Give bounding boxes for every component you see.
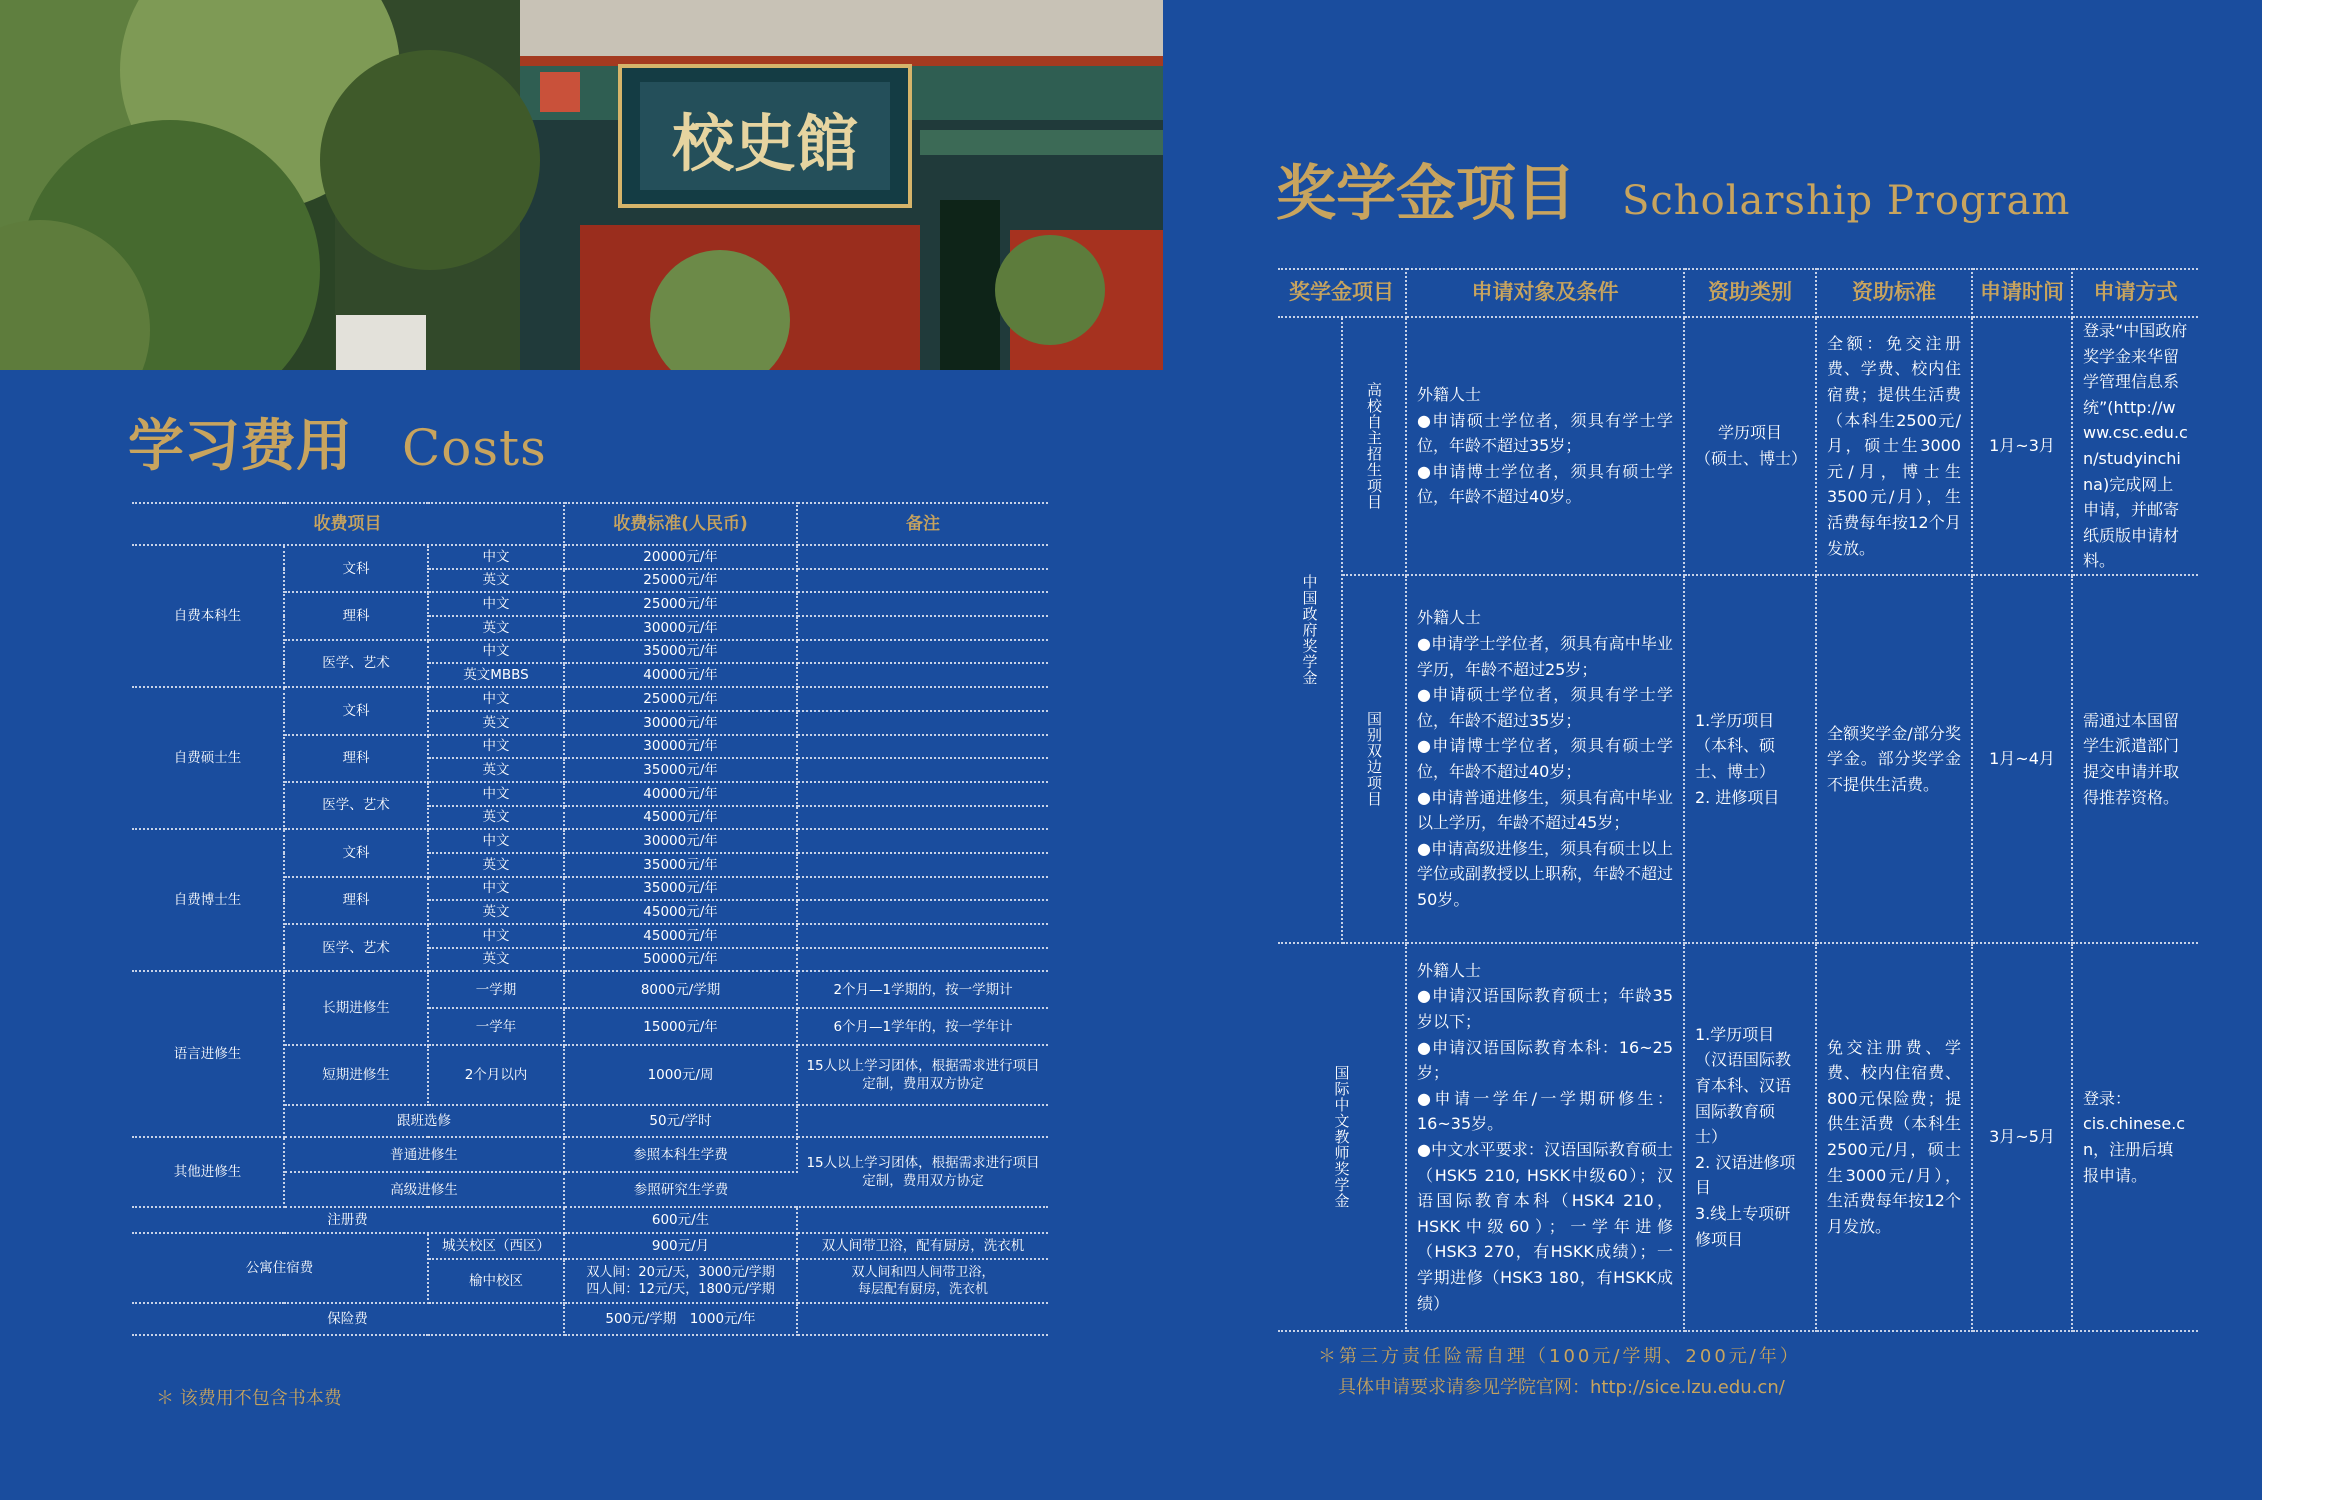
short-term-note: 15人以上学习团体，根据需求进行项目定制，费用双方协定 [797, 1045, 1048, 1105]
costs-header-note: 备注 [797, 503, 1048, 545]
program-standard: 全额：免交注册费、学费、校内住宿费；提供生活费（本科生2500元/月，硕士生3000元/月，博士生3500元/月），生活费每年按12个月发放。 [1816, 317, 1972, 575]
program-method: 登录“中国政府奖学金来华留学管理信息系统”(http://www.csc.edu.cn/studyinchina)完成网上申请，并邮寄纸质版申请材料。 [2072, 317, 2198, 575]
row-category: 自费本科生 [132, 545, 284, 687]
program-name: 国际中文教师奖学金 [1278, 943, 1406, 1331]
header-conditions: 申请对象及条件 [1406, 269, 1684, 317]
history-hall-illustration [0, 0, 1163, 370]
row-note [797, 616, 1048, 640]
table-row [1278, 317, 2198, 575]
row-subcategory: 医学、艺术 [284, 924, 428, 971]
program-time: 3月~5月 [1972, 943, 2072, 1331]
header-time: 申请时间 [1972, 269, 2072, 317]
other-category: 其他进修生 [132, 1137, 284, 1207]
header-standard: 资助标准 [1816, 269, 1972, 317]
table-row [132, 1207, 1048, 1233]
table-row [132, 687, 1048, 711]
row-fee: 30000元/年 [564, 616, 797, 640]
other-label: 普通进修生 [284, 1137, 564, 1172]
program-conditions: 外籍人士 ●申请硕士学位者，须具有学士学位，年龄不超过35岁； ●申请博士学位者，须具有硕士学位，年龄不超过40岁。 [1406, 317, 1684, 575]
header-type: 资助类别 [1684, 269, 1816, 317]
table-row [132, 545, 1048, 569]
scholarship-header-row [1278, 269, 2198, 317]
row-language: 英文 [428, 711, 564, 735]
header-program: 奖学金项目 [1278, 269, 1406, 317]
row-language: 英文 [428, 948, 564, 972]
dorm-fee: 900元/月 [564, 1233, 797, 1259]
scholarship-table [1278, 268, 2198, 1332]
program-name: 国别双边项目 [1342, 575, 1406, 943]
row-note [797, 640, 1048, 664]
program-conditions: 外籍人士 ●申请汉语国际教育硕士；年龄35岁以下； ●申请汉语国际教育本科：16~25岁； ●申请一学年/一学期研修生：16~35岁。 ●中文水平要求：汉语国际教育硕士（HSK5 210, HSKK中级60）；汉语国际教育本科（HSK4 210，HSKK中级60）；一学年进修（HSK3 270，有HSKK成绩）；一学期进修（HSK3 180，有HSKK成绩） [1406, 943, 1684, 1331]
row-subcategory: 理科 [284, 735, 428, 782]
header-method: 申请方式 [2072, 269, 2198, 317]
costs-table [132, 502, 1048, 1336]
row-subcategory: 医学、艺术 [284, 782, 428, 829]
row-fee: 35000元/年 [564, 853, 797, 877]
row-language: 中文 [428, 735, 564, 759]
row-fee: 25000元/年 [564, 687, 797, 711]
dorm-label: 公寓住宿费 [132, 1233, 428, 1303]
long-term-fee: 8000元/学期 [564, 971, 797, 1008]
long-term-fee: 15000元/年 [564, 1008, 797, 1045]
program-time: 1月~3月 [1972, 317, 2072, 575]
costs-heading [128, 402, 547, 482]
costs-footnote: ＊ 该费用不包含书本费 [156, 1388, 342, 1409]
scholarship-title-cn: 奖学金项目 [1276, 159, 1576, 229]
costs-header-item: 收费项目 [132, 503, 564, 545]
program-conditions: 外籍人士 ●申请学士学位者，须具有高中毕业学历，年龄不超过25岁； ●申请硕士学位者，须具有学士学位，年龄不超过35岁； ●申请博士学位者，须具有硕士学位，年龄不超过40岁； ●申请普通进修生，须具有高中毕业以上学历，年龄不超过45岁； ●申请高级进修生，须具有硕士以上学位或副教授以上职称，年龄不超过50岁。 [1406, 575, 1684, 943]
program-type: 1.学历项目 （本科、硕士、博士） 2. 进修项目 [1684, 575, 1816, 943]
row-language: 英文 [428, 758, 564, 782]
costs-body [132, 545, 1048, 1335]
other-fee: 参照本科生学费 [564, 1137, 797, 1172]
costs-title-cn: 学习费用 [128, 414, 352, 479]
dorm-fee: 双人间：20元/天，3000元/学期 四人间：12元/天，1800元/学期 [564, 1259, 797, 1303]
row-note [797, 924, 1048, 948]
long-term-note: 6个月—1学年的，按一学年计 [797, 1008, 1048, 1045]
row-subcategory: 文科 [284, 687, 428, 734]
row-category: 自费硕士生 [132, 687, 284, 829]
table-row [132, 829, 1048, 853]
row-subcategory: 理科 [284, 877, 428, 924]
row-fee: 45000元/年 [564, 806, 797, 830]
program-method: 登录： cis.chinese.cn，注册后填报申请。 [2072, 943, 2198, 1331]
scholarship-note-insurance: ＊第三方责任险需自理（100元/学期、200元/年） [1318, 1346, 1801, 1367]
dorm-campus: 城关校区（西区） [428, 1233, 564, 1259]
row-language: 中文 [428, 877, 564, 901]
row-note [797, 569, 1048, 593]
program-standard: 免交注册费、学费、校内住宿费、800元保险费；提供生活费（本科生2500元/月，硕士生3000元/月），生活费每年按12个月发放。 [1816, 943, 1972, 1331]
row-subcategory: 文科 [284, 829, 428, 876]
row-note [797, 545, 1048, 569]
program-type: 学历项目 （硕士、博士） [1684, 317, 1816, 575]
row-fee: 35000元/年 [564, 758, 797, 782]
row-fee: 35000元/年 [564, 877, 797, 901]
short-term-term: 2个月以内 [428, 1045, 564, 1105]
row-fee: 40000元/年 [564, 663, 797, 687]
row-language: 英文 [428, 616, 564, 640]
registration-fee: 600元/生 [564, 1207, 797, 1233]
table-row [1278, 575, 2198, 943]
row-fee: 30000元/年 [564, 735, 797, 759]
row-note [797, 782, 1048, 806]
row-language: 中文 [428, 782, 564, 806]
row-note [797, 948, 1048, 972]
costs-header-fee: 收费标准(人民币) [564, 503, 797, 545]
dorm-campus: 榆中校区 [428, 1259, 564, 1303]
program-type: 1.学历项目 （汉语国际教育本科、汉语国际教育硕士） 2. 汉语进修项目 3.线上专项研修项目 [1684, 943, 1816, 1331]
row-category: 自费博士生 [132, 829, 284, 971]
row-fee: 45000元/年 [564, 924, 797, 948]
row-fee: 20000元/年 [564, 545, 797, 569]
row-note [797, 663, 1048, 687]
long-term-label: 长期进修生 [284, 971, 428, 1045]
row-note [797, 900, 1048, 924]
row-note [797, 806, 1048, 830]
insurance-label: 保险费 [132, 1303, 564, 1335]
row-note [797, 853, 1048, 877]
row-fee: 30000元/年 [564, 829, 797, 853]
program-name: 高校自主招生项目 [1342, 317, 1406, 575]
row-fee: 30000元/年 [564, 711, 797, 735]
scholarship-title-en: Scholarship Program [1622, 178, 2071, 224]
row-fee: 35000元/年 [564, 640, 797, 664]
program-standard: 全额奖学金/部分奖学金。部分奖学金不提供生活费。 [1816, 575, 1972, 943]
registration-label: 注册费 [132, 1207, 564, 1233]
costs-title-en: Costs [402, 419, 547, 477]
dorm-note: 双人间带卫浴，配有厨房，洗衣机 [797, 1233, 1048, 1259]
row-subcategory: 医学、艺术 [284, 640, 428, 687]
row-language: 英文 [428, 569, 564, 593]
row-language: 英文 [428, 853, 564, 877]
row-note [797, 758, 1048, 782]
elective-note [797, 1105, 1048, 1137]
row-note [797, 592, 1048, 616]
table-row [1278, 943, 2198, 1331]
registration-note [797, 1207, 1048, 1233]
row-note [797, 735, 1048, 759]
plaque-text: 校史館 [671, 107, 859, 180]
row-fee: 45000元/年 [564, 900, 797, 924]
insurance-fee: 500元/学期 1000元/年 [564, 1303, 797, 1335]
language-category: 语言进修生 [132, 971, 284, 1137]
program-method: 需通过本国留学生派遣部门提交申请并取得推荐资格。 [2072, 575, 2198, 943]
row-subcategory: 理科 [284, 592, 428, 639]
short-term-label: 短期进修生 [284, 1045, 428, 1105]
row-language: 中文 [428, 687, 564, 711]
long-term-term: 一学年 [428, 1008, 564, 1045]
table-row [132, 1233, 1048, 1259]
row-language: 中文 [428, 545, 564, 569]
table-row [132, 1137, 1048, 1172]
row-language: 英文 [428, 806, 564, 830]
dorm-note: 双人间和四人间带卫浴， 每层配有厨房，洗衣机 [797, 1259, 1048, 1303]
page-margin [2262, 0, 2328, 1500]
row-language: 中文 [428, 640, 564, 664]
elective-fee: 50元/学时 [564, 1105, 797, 1137]
elective-label: 跟班选修 [284, 1105, 564, 1137]
row-fee: 50000元/年 [564, 948, 797, 972]
long-term-note: 2个月—1学期的，按一学期计 [797, 971, 1048, 1008]
group-cgs: 中国政府奖学金 [1278, 317, 1342, 943]
insurance-note [797, 1303, 1048, 1335]
row-fee: 40000元/年 [564, 782, 797, 806]
row-note [797, 877, 1048, 901]
campus-photo [0, 0, 1163, 370]
table-row [132, 1303, 1048, 1335]
row-language: 英文 [428, 900, 564, 924]
row-language: 中文 [428, 592, 564, 616]
row-note [797, 687, 1048, 711]
short-term-fee: 1000元/周 [564, 1045, 797, 1105]
row-note [797, 829, 1048, 853]
row-language: 英文MBBS [428, 663, 564, 687]
scholarship-note-website: 具体申请要求请参见学院官网：http://sice.lzu.edu.cn/ [1338, 1377, 1785, 1398]
row-language: 中文 [428, 924, 564, 948]
scholarship-heading [1276, 146, 2070, 232]
other-fee: 参照研究生学费 [564, 1172, 797, 1207]
row-subcategory: 文科 [284, 545, 428, 592]
row-fee: 25000元/年 [564, 592, 797, 616]
costs-header-row [132, 503, 1048, 545]
other-note: 15人以上学习团体，根据需求进行项目定制，费用双方协定 [797, 1137, 1048, 1207]
program-time: 1月~4月 [1972, 575, 2072, 943]
other-label: 高级进修生 [284, 1172, 564, 1207]
row-fee: 25000元/年 [564, 569, 797, 593]
table-row [132, 971, 1048, 1008]
row-language: 中文 [428, 829, 564, 853]
long-term-term: 一学期 [428, 971, 564, 1008]
row-note [797, 711, 1048, 735]
